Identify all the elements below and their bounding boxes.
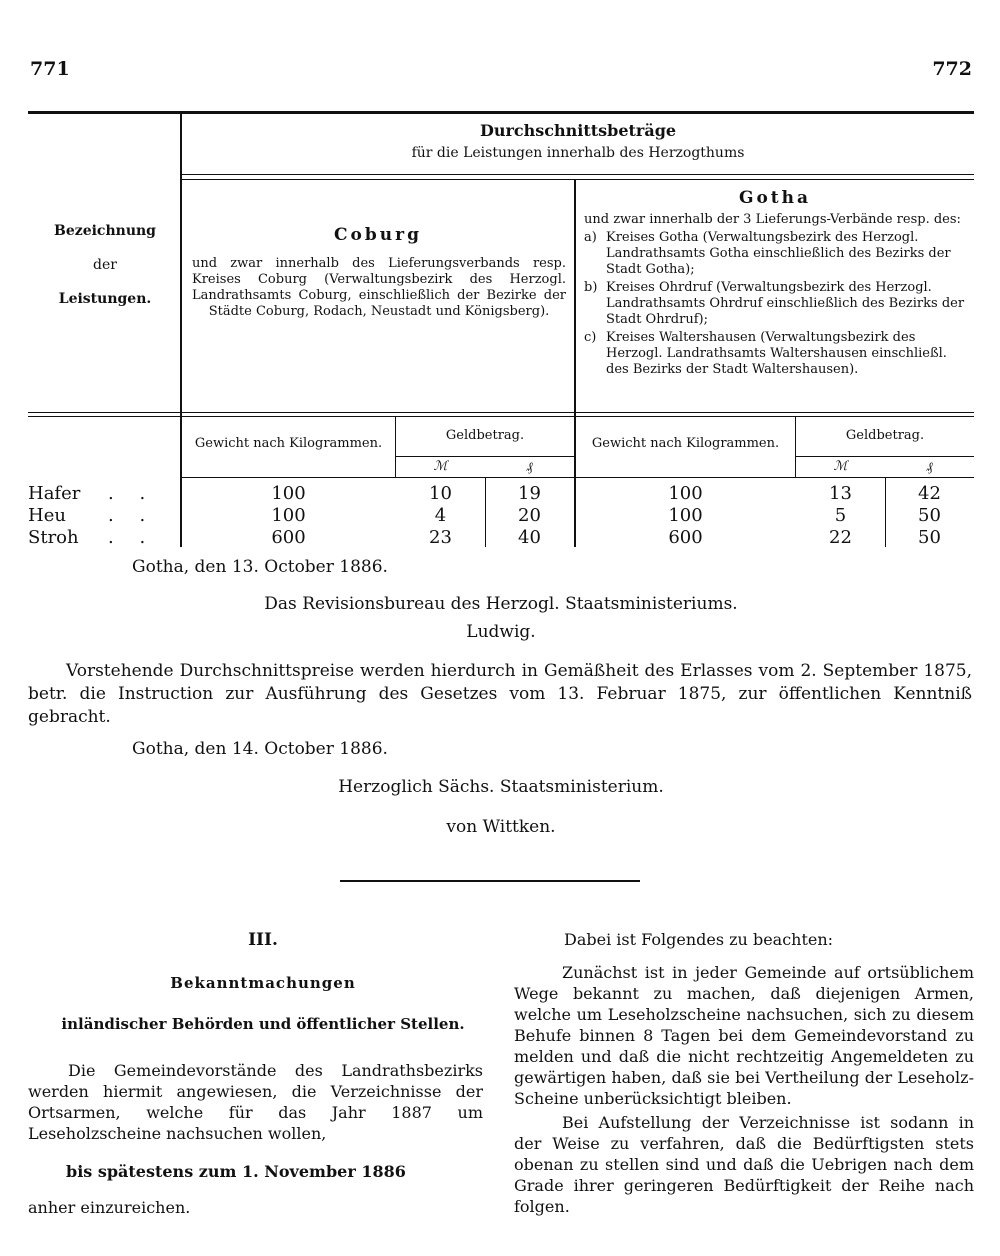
coburg-col-money: Geldbetrag. — [445, 428, 525, 443]
row-header-line-2: der — [93, 257, 117, 273]
gotha-mark: 22 — [829, 527, 852, 548]
row-label: Stroh — [28, 527, 79, 548]
section-divider — [340, 880, 640, 882]
table-body — [28, 483, 974, 549]
gotha-pf: 50 — [918, 505, 941, 526]
notice1-signer: Ludwig. — [466, 622, 536, 642]
notice2-date: Gotha, den 14. October 1886. — [132, 739, 388, 759]
row-dots: . . — [108, 505, 156, 526]
gotha-mark: 13 — [829, 483, 852, 504]
coburg-pf: 19 — [518, 483, 541, 504]
gotha-item-a-mark: a) — [584, 230, 597, 245]
page-number-right: 772 — [932, 58, 972, 80]
right-intro: Dabei ist Folgendes zu beachten: — [564, 930, 834, 949]
section3-numeral: III. — [248, 930, 278, 950]
coburg-col-weight: Gewicht nach Kilogrammen. — [194, 436, 383, 451]
header-rule-1 — [182, 174, 974, 175]
gotha-item-b-mark: b) — [584, 280, 598, 295]
section3-paragraph: Die Gemeindevorstände des Landrathsbezirks werden hiermit angewiesen, die Verzeichnisse der Ortsarmen, welche für das Jahr 1887 um Leseholzscheine nachsuchen wollen, — [28, 1061, 483, 1143]
coburg-weight: 100 — [271, 483, 306, 504]
gotha-weight: 100 — [668, 505, 703, 526]
gotha-pf: 50 — [918, 527, 941, 548]
coburg-col-pf: ₰ — [526, 460, 533, 475]
row-label: Hafer — [28, 483, 81, 504]
table-row — [28, 483, 974, 505]
money-subrule-gotha — [796, 456, 974, 457]
subheader-rule-1 — [28, 412, 974, 413]
gotha-intro: und zwar innerhalb der 3 Lieferungs-Verbände resp. des: — [584, 212, 961, 227]
row-label: Heu — [28, 505, 66, 526]
notice1-office: Das Revisionsbureau des Herzogl. Staatsministeriums. — [264, 594, 738, 614]
table-heading: Durchschnittsbeträge — [479, 121, 677, 140]
money-subrule-coburg — [396, 456, 574, 457]
gotha-col-money: Geldbetrag. — [845, 428, 925, 443]
table-subheading: für die Leistungen innerhalb des Herzogthums — [411, 145, 745, 161]
gotha-item-c-mark: c) — [584, 330, 597, 345]
gotha-col-weight: Gewicht nach Kilogrammen. — [591, 436, 780, 451]
table-row — [28, 505, 974, 527]
coburg-pf: 20 — [518, 505, 541, 526]
gotha-col-pf: ₰ — [926, 460, 933, 475]
gotha-weight: 600 — [668, 527, 703, 548]
coburg-description: und zwar innerhalb des Lieferungsverbands resp. Kreises Coburg (Verwaltungsbezirk des Herzogl. Landrathsamts Coburg, einschließlich der Bezirke der Städte Coburg, Rodach, Neustadt und Königsberg). — [192, 256, 566, 319]
notice2-office: Herzoglich Sächs. Staatsministerium. — [338, 777, 664, 797]
coburg-col-mark: ℳ — [433, 459, 448, 474]
gotha-title: Gotha — [738, 188, 812, 208]
right-paragraph-1: Zunächst ist in jeder Gemeinde auf ortsüblichem Wege bekannt zu machen, daß diejenigen Armen, welche um Leseholzscheine nachsuchen, sich zu diesem Behufe binnen 8 Tagen bei dem Gemeindevorstand zu melden und daß die nicht rechtzeitig Angemeldeten zu gewärtigen haben, daß sie bei Vertheilung der Leseholz-Scheine unberücksichtigt bleiben. — [514, 963, 974, 1108]
coburg-mark: 4 — [434, 505, 447, 526]
gotha-description — [584, 212, 972, 378]
gotha-mark: 5 — [834, 505, 847, 526]
coburg-mark: 10 — [429, 483, 452, 504]
gotha-item-c — [584, 330, 972, 378]
coburg-pf: 40 — [518, 527, 541, 548]
table-row — [28, 527, 974, 549]
row-header-line-1: Bezeichnung — [54, 223, 156, 239]
data-rule — [182, 477, 974, 478]
coburg-mark: 23 — [429, 527, 452, 548]
gotha-item-b-text: Kreises Ohrdruf (Verwaltungsbezirk des Herzogl. Landrathsamts Ohrdruf einschließlich des Bezirks der Stadt Ohrdruf); — [606, 280, 965, 327]
row-dots: . . — [108, 483, 156, 504]
gotha-col-mark: ℳ — [833, 459, 848, 474]
subheader-rule-2 — [28, 416, 974, 417]
page-number-left: 771 — [30, 58, 70, 80]
right-paragraph-2: Bei Aufstellung der Verzeichnisse ist sodann in der Weise zu verfahren, daß die Bedürftigsten stets obenan zu stellen sind und daß die Uebrigen nach dem Grade ihrer geringeren Bedürftigkeit der Reihe nach folgen. — [514, 1113, 974, 1216]
coburg-title: Coburg — [334, 225, 422, 245]
section3-title-1: Bekanntmachungen — [170, 974, 356, 992]
notice2-text: Vorstehende Durchschnittspreise werden hierdurch in Gemäßheit des Erlasses vom 2. September 1875, betr. die Instruction zur Ausführung des Gesetzes vom 13. Februar 1875, zur öffentlichen Kenntniß gebracht. — [28, 661, 972, 727]
header-rule-2 — [182, 179, 974, 180]
gotha-weight: 100 — [668, 483, 703, 504]
section3-title-2: inländischer Behörden und öffentlicher Stellen. — [61, 1015, 465, 1033]
coburg-weight: 600 — [271, 527, 306, 548]
gotha-item-a — [584, 230, 972, 278]
gotha-item-a-text: Kreises Gotha (Verwaltungsbezirk des Herzogl. Landrathsamts Gotha einschließlich des Bezirks der Stadt Gotha); — [606, 230, 951, 277]
coburg-weight: 100 — [271, 505, 306, 526]
notice1-date: Gotha, den 13. October 1886. — [132, 557, 388, 577]
notice2-signer: von Wittken. — [446, 817, 556, 837]
gotha-item-b — [584, 280, 972, 328]
row-header — [30, 214, 180, 316]
section3-closing: anher einzureichen. — [28, 1198, 191, 1217]
row-dots: . . — [108, 527, 156, 548]
row-header-line-3: Leistungen. — [58, 291, 152, 307]
gotha-pf: 42 — [918, 483, 941, 504]
top-rule — [28, 111, 974, 114]
gotha-item-c-text: Kreises Waltershausen (Verwaltungsbezirk des Herzogl. Landrathsamts Waltershausen einschließl. des Bezirks der Stadt Waltershausen). — [606, 330, 947, 377]
section3-deadline: bis spätestens zum 1. November 1886 — [66, 1162, 406, 1181]
